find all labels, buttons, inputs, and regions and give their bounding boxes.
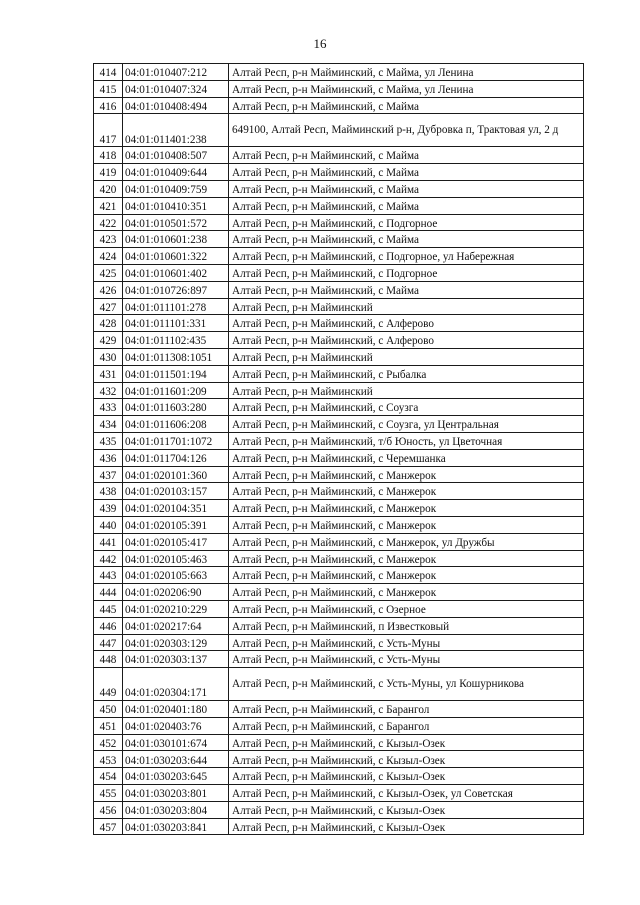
row-number: 448 <box>94 651 123 668</box>
address: Алтай Респ, р-н Майминский, с Манжерок, ул Дружбы <box>229 533 584 550</box>
row-number: 432 <box>94 382 123 399</box>
cadastral-number: 04:01:020403:76 <box>123 717 229 734</box>
row-number: 440 <box>94 516 123 533</box>
row-number: 454 <box>94 768 123 785</box>
table-row <box>94 382 584 399</box>
address: Алтай Респ, р-н Майминский, с Кызыл-Озек, ул Советская <box>229 785 584 802</box>
cadastral-number: 04:01:030101:674 <box>123 734 229 751</box>
row-number: 452 <box>94 734 123 751</box>
cadastral-number: 04:01:020105:463 <box>123 550 229 567</box>
row-number: 418 <box>94 147 123 164</box>
address: Алтай Респ, р-н Майминский, с Озерное <box>229 600 584 617</box>
row-number: 442 <box>94 550 123 567</box>
table-row <box>94 734 584 751</box>
table-row <box>94 651 584 668</box>
address: Алтай Респ, р-н Майминский, с Майма, ул Ленина <box>229 64 584 81</box>
address: Алтай Респ, р-н Майминский, с Черемшанка <box>229 449 584 466</box>
cadastral-number: 04:01:010601:322 <box>123 248 229 265</box>
address: Алтай Респ, р-н Майминский, п Известковый <box>229 617 584 634</box>
cadastral-number: 04:01:011701:1072 <box>123 432 229 449</box>
row-number: 426 <box>94 281 123 298</box>
cadastral-number: 04:01:010408:494 <box>123 97 229 114</box>
row-number: 456 <box>94 801 123 818</box>
address: Алтай Респ, р-н Майминский, с Майма <box>229 197 584 214</box>
table-row <box>94 147 584 164</box>
cadastral-number: 04:01:030203:804 <box>123 801 229 818</box>
address: Алтай Респ, р-н Майминский, с Майма <box>229 164 584 181</box>
row-number: 446 <box>94 617 123 634</box>
address: Алтай Респ, р-н Майминский, с Соузга, ул Центральная <box>229 416 584 433</box>
address: Алтай Респ, р-н Майминский, с Манжерок <box>229 466 584 483</box>
row-number: 453 <box>94 751 123 768</box>
cadastral-number: 04:01:011101:331 <box>123 315 229 332</box>
row-number: 428 <box>94 315 123 332</box>
table-row <box>94 164 584 181</box>
address: Алтай Респ, р-н Майминский <box>229 348 584 365</box>
address: Алтай Респ, р-н Майминский, с Майма <box>229 281 584 298</box>
table-row <box>94 500 584 517</box>
cadastral-number: 04:01:020206:90 <box>123 584 229 601</box>
row-number: 433 <box>94 399 123 416</box>
table-row <box>94 483 584 500</box>
row-number: 447 <box>94 634 123 651</box>
address: Алтай Респ, р-н Майминский <box>229 382 584 399</box>
table-row <box>94 668 584 701</box>
table-row <box>94 584 584 601</box>
address: Алтай Респ, р-н Майминский, с Кызыл-Озек <box>229 734 584 751</box>
address: Алтай Респ, р-н Майминский, с Подгорное, ул Набережная <box>229 248 584 265</box>
table-row <box>94 416 584 433</box>
address: Алтай Респ, р-н Майминский, с Майма, ул Ленина <box>229 80 584 97</box>
cadastral-number: 04:01:030203:644 <box>123 751 229 768</box>
cadastral-number: 04:01:020101:360 <box>123 466 229 483</box>
cadastral-number: 04:01:020303:137 <box>123 651 229 668</box>
address: 649100, Алтай Респ, Майминский р-н, Дубровка п, Трактовая ул, 2 д <box>229 114 584 147</box>
row-number: 417 <box>94 114 123 147</box>
table-row <box>94 717 584 734</box>
table-row <box>94 298 584 315</box>
row-number: 421 <box>94 197 123 214</box>
cadastral-number: 04:01:011102:435 <box>123 332 229 349</box>
table-row <box>94 80 584 97</box>
cadastral-number: 04:01:010601:402 <box>123 264 229 281</box>
row-number: 415 <box>94 80 123 97</box>
row-number: 451 <box>94 717 123 734</box>
row-number: 444 <box>94 584 123 601</box>
address: Алтай Респ, р-н Майминский, с Манжерок <box>229 500 584 517</box>
cadastral-number: 04:01:020401:180 <box>123 701 229 718</box>
row-number: 434 <box>94 416 123 433</box>
row-number: 425 <box>94 264 123 281</box>
table-row <box>94 281 584 298</box>
table-row <box>94 64 584 81</box>
table-row <box>94 365 584 382</box>
row-number: 431 <box>94 365 123 382</box>
row-number: 450 <box>94 701 123 718</box>
cadastral-number: 04:01:020103:157 <box>123 483 229 500</box>
address: Алтай Респ, р-н Майминский, с Майма <box>229 97 584 114</box>
table-row <box>94 315 584 332</box>
cadastral-number: 04:01:020217:64 <box>123 617 229 634</box>
table-row <box>94 600 584 617</box>
address: Алтай Респ, р-н Майминский, с Майма <box>229 147 584 164</box>
address: Алтай Респ, р-н Майминский, с Алферово <box>229 332 584 349</box>
address: Алтай Респ, р-н Майминский, с Манжерок <box>229 550 584 567</box>
cadastral-number: 04:01:010409:644 <box>123 164 229 181</box>
table-row <box>94 348 584 365</box>
cadastral-number: 04:01:011101:278 <box>123 298 229 315</box>
address: Алтай Респ, р-н Майминский, с Усть-Муны, ул Кошурникова <box>229 668 584 701</box>
cadastral-number: 04:01:010408:507 <box>123 147 229 164</box>
row-number: 422 <box>94 214 123 231</box>
cadastral-number: 04:01:030203:841 <box>123 818 229 835</box>
address: Алтай Респ, р-н Майминский, с Манжерок <box>229 483 584 500</box>
table-row <box>94 550 584 567</box>
address: Алтай Респ, р-н Майминский, с Майма <box>229 231 584 248</box>
table-row <box>94 248 584 265</box>
registry-table-body <box>94 64 584 835</box>
table-row <box>94 332 584 349</box>
address: Алтай Респ, р-н Майминский, с Алферово <box>229 315 584 332</box>
table-row <box>94 449 584 466</box>
row-number: 436 <box>94 449 123 466</box>
address: Алтай Респ, р-н Майминский <box>229 298 584 315</box>
cadastral-registry-table <box>93 63 584 835</box>
cadastral-number: 04:01:010407:212 <box>123 64 229 81</box>
cadastral-number: 04:01:010501:572 <box>123 214 229 231</box>
cadastral-number: 04:01:020303:129 <box>123 634 229 651</box>
table-row <box>94 751 584 768</box>
cadastral-number: 04:01:030203:645 <box>123 768 229 785</box>
row-number: 414 <box>94 64 123 81</box>
row-number: 439 <box>94 500 123 517</box>
address: Алтай Респ, р-н Майминский, с Подгорное <box>229 264 584 281</box>
table-row <box>94 114 584 147</box>
row-number: 416 <box>94 97 123 114</box>
cadastral-number: 04:01:011501:194 <box>123 365 229 382</box>
table-row <box>94 432 584 449</box>
cadastral-number: 04:01:010726:897 <box>123 281 229 298</box>
row-number: 427 <box>94 298 123 315</box>
cadastral-number: 04:01:010601:238 <box>123 231 229 248</box>
row-number: 419 <box>94 164 123 181</box>
table-row <box>94 264 584 281</box>
cadastral-number: 04:01:011603:280 <box>123 399 229 416</box>
row-number: 430 <box>94 348 123 365</box>
address: Алтай Респ, р-н Майминский, с Кызыл-Озек <box>229 751 584 768</box>
table-row <box>94 617 584 634</box>
cadastral-number: 04:01:020105:391 <box>123 516 229 533</box>
address: Алтай Респ, р-н Майминский, т/б Юность, ул Цветочная <box>229 432 584 449</box>
cadastral-number: 04:01:020105:417 <box>123 533 229 550</box>
table-row <box>94 701 584 718</box>
table-row <box>94 634 584 651</box>
row-number: 423 <box>94 231 123 248</box>
table-row <box>94 801 584 818</box>
cadastral-number: 04:01:011601:209 <box>123 382 229 399</box>
row-number: 424 <box>94 248 123 265</box>
row-number: 435 <box>94 432 123 449</box>
cadastral-number: 04:01:010409:759 <box>123 180 229 197</box>
row-number: 457 <box>94 818 123 835</box>
row-number: 455 <box>94 785 123 802</box>
address: Алтай Респ, р-н Майминский, с Соузга <box>229 399 584 416</box>
cadastral-number: 04:01:020105:663 <box>123 567 229 584</box>
row-number: 420 <box>94 180 123 197</box>
address: Алтай Респ, р-н Майминский, с Кызыл-Озек <box>229 801 584 818</box>
address: Алтай Респ, р-н Майминский, с Кызыл-Озек <box>229 768 584 785</box>
address: Алтай Респ, р-н Майминский, с Кызыл-Озек <box>229 818 584 835</box>
cadastral-number: 04:01:011308:1051 <box>123 348 229 365</box>
address: Алтай Респ, р-н Майминский, с Усть-Муны <box>229 634 584 651</box>
address: Алтай Респ, р-н Майминский, с Барангол <box>229 701 584 718</box>
address: Алтай Респ, р-н Майминский, с Усть-Муны <box>229 651 584 668</box>
table-row <box>94 399 584 416</box>
cadastral-number: 04:01:020210:229 <box>123 600 229 617</box>
table-row <box>94 785 584 802</box>
address: Алтай Респ, р-н Майминский, с Манжерок <box>229 584 584 601</box>
row-number: 441 <box>94 533 123 550</box>
row-number: 438 <box>94 483 123 500</box>
table-row <box>94 768 584 785</box>
address: Алтай Респ, р-н Майминский, с Барангол <box>229 717 584 734</box>
page-number: 16 <box>313 36 327 51</box>
cadastral-number: 04:01:010410:351 <box>123 197 229 214</box>
address: Алтай Респ, р-н Майминский, с Манжерок <box>229 516 584 533</box>
row-number: 445 <box>94 600 123 617</box>
address: Алтай Респ, р-н Майминский, с Майма <box>229 180 584 197</box>
cadastral-number: 04:01:011401:238 <box>123 114 229 147</box>
row-number: 429 <box>94 332 123 349</box>
cadastral-number: 04:01:030203:801 <box>123 785 229 802</box>
table-row <box>94 466 584 483</box>
table-row <box>94 197 584 214</box>
table-row <box>94 97 584 114</box>
table-row <box>94 180 584 197</box>
address: Алтай Респ, р-н Майминский, с Рыбалка <box>229 365 584 382</box>
address: Алтай Респ, р-н Майминский, с Подгорное <box>229 214 584 231</box>
cadastral-number: 04:01:020304:171 <box>123 668 229 701</box>
table-row <box>94 567 584 584</box>
cadastral-number: 04:01:020104:351 <box>123 500 229 517</box>
table-row <box>94 214 584 231</box>
row-number: 449 <box>94 668 123 701</box>
cadastral-number: 04:01:010407:324 <box>123 80 229 97</box>
row-number: 443 <box>94 567 123 584</box>
table-row <box>94 516 584 533</box>
address: Алтай Респ, р-н Майминский, с Манжерок <box>229 567 584 584</box>
table-row <box>94 231 584 248</box>
row-number: 437 <box>94 466 123 483</box>
cadastral-number: 04:01:011606:208 <box>123 416 229 433</box>
table-row <box>94 533 584 550</box>
cadastral-number: 04:01:011704:126 <box>123 449 229 466</box>
table-row <box>94 818 584 835</box>
